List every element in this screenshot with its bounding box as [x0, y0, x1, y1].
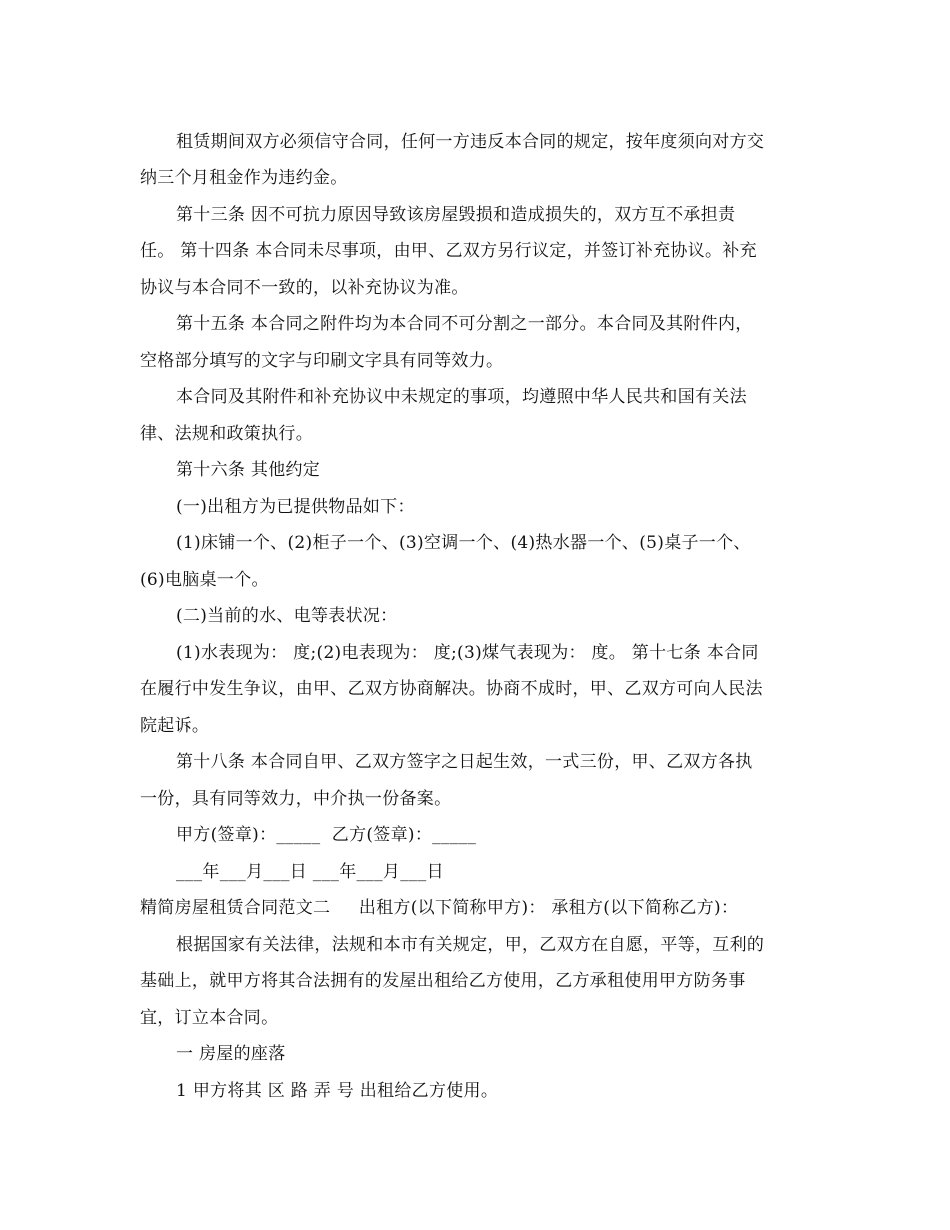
paragraph-line: 纳三个月租金作为违约金。 [140, 168, 348, 188]
paragraph-line: (6)电脑桌一个。 [140, 570, 269, 590]
paragraph-line: 空格部分填写的文字与印刷文字具有同等效力。 [140, 351, 504, 371]
section-heading: 第十六条 其他约定 [176, 460, 321, 480]
paragraph-line: 第十八条 本合同自甲、乙双方签字之日起生效，一式三份，甲、乙双方各执 [176, 752, 753, 772]
paragraph-line: (1)水表现为： 度;(2)电表现为： 度;(3)煤气表现为： 度。 第十七条 本合同 [176, 643, 759, 663]
paragraph-line: 租赁期间双方必须信守合同，任何一方违反本合同的规定，按年度须向对方交 [176, 132, 765, 152]
paragraph-line: (二)当前的水、电等表状况： [176, 606, 398, 626]
paragraph-line: 宜，订立本合同。 [140, 1008, 279, 1028]
paragraph-line: 根据国家有关法律，法规和本市有关规定，甲，乙双方在自愿，平等，互利的 [176, 935, 765, 955]
date-line: ___年___月___日 ___年___月___日 [176, 862, 444, 882]
paragraph-line: 1 甲方将其 区 路 弄 号 出租给乙方使用。 [176, 1081, 499, 1101]
paragraph-line: (1)床铺一个、(2)柜子一个、(3)空调一个、(4)热水器一个、(5)桌子一个、 [176, 533, 751, 553]
paragraph-line: 律、法规和政策执行。 [140, 424, 313, 444]
paragraph-line: 在履行中发生争议，由甲、乙双方协商解决。协商不成时，甲、乙双方可向人民法 [140, 679, 763, 699]
paragraph-line: 第十五条 本合同之附件均为本合同不可分割之一部分。本合同及其附件内， [176, 314, 753, 334]
paragraph-line: (一)出租方为已提供物品如下： [176, 497, 415, 517]
paragraph-line: 任。 第十四条 本合同未尽事项，由甲、乙双方另行议定，并签订补充协议。补充 [140, 241, 757, 261]
contract-title-line: 精简房屋租赁合同范文二 出租方(以下简称甲方)： 承租方(以下简称乙方)： [140, 898, 739, 918]
paragraph-line: 一份，具有同等效力，中介执一份备案。 [140, 789, 452, 809]
section-heading: 一 房屋的座落 [176, 1044, 286, 1064]
paragraph-line: 第十三条 因不可抗力原因导致该房屋毁损和造成损失的，双方互不承担责 [176, 205, 736, 225]
paragraph-line: 基础上，就甲方将其合法拥有的发屋出租给乙方使用，乙方承租使用甲方防务事 [140, 971, 746, 991]
paragraph-line: 协议与本合同不一致的，以补充协议为准。 [140, 278, 469, 298]
paragraph-line: 院起诉。 [140, 716, 210, 736]
signature-line: 甲方(签章)：_____ 乙方(签章)：_____ [176, 825, 477, 845]
paragraph-line: 本合同及其附件和补充协议中未规定的事项，均遵照中华人民共和国有关法 [176, 387, 747, 407]
